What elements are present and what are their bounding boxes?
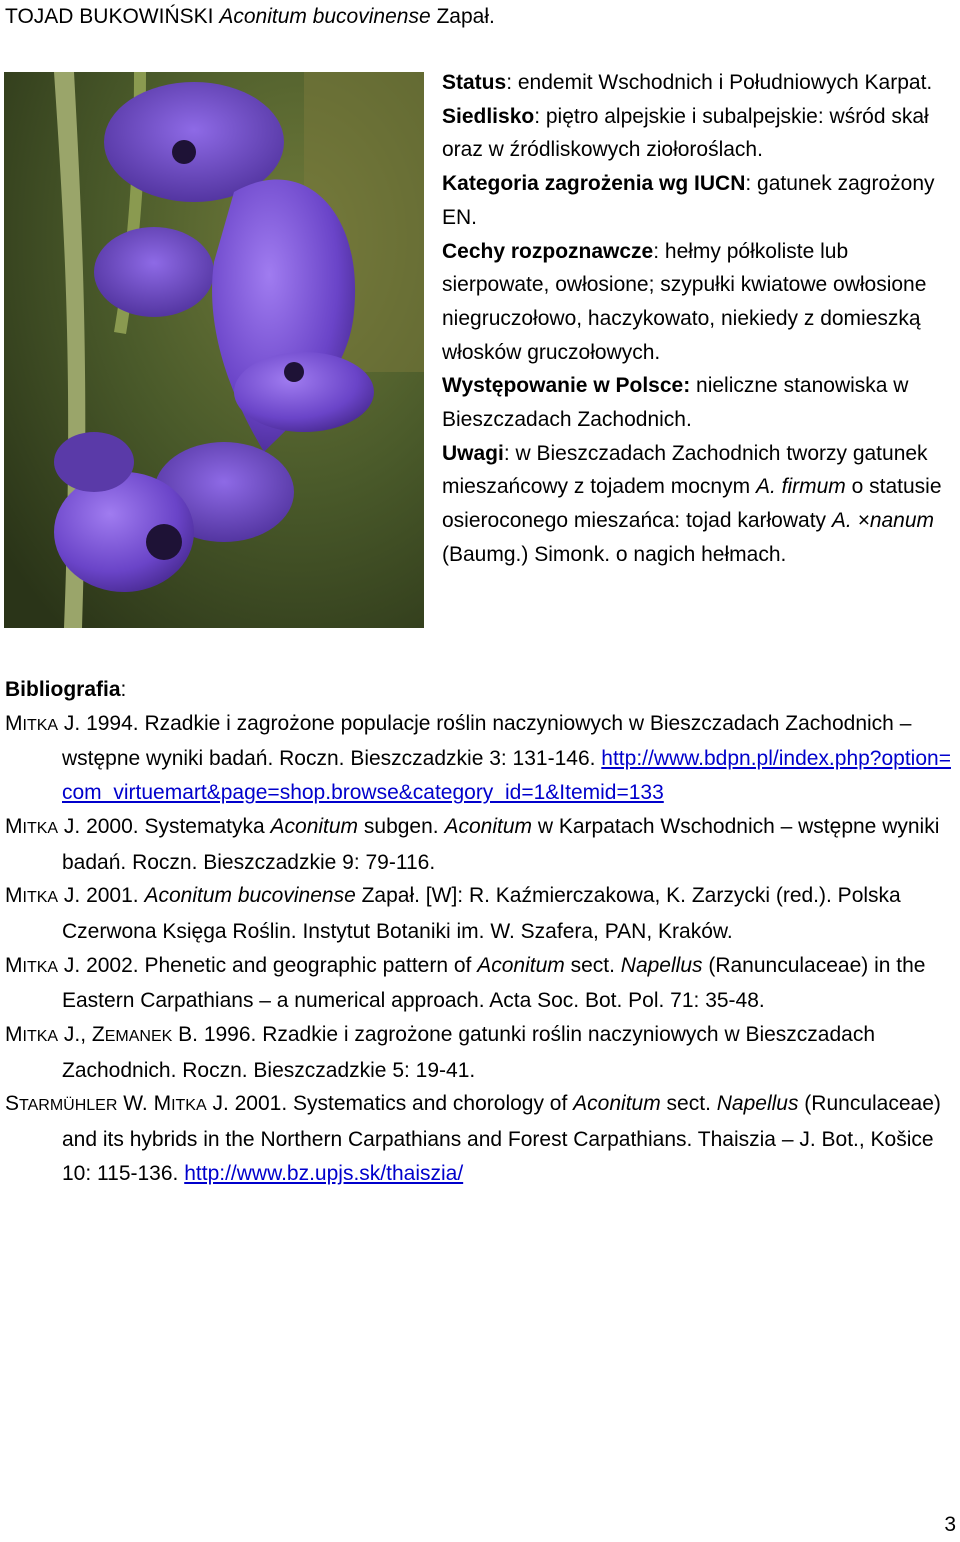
page-title: TOJAD BUKOWIŃSKI Aconitum bucovinense Zapał.: [5, 5, 495, 28]
habitat-paragraph: Siedlisko: piętro alpejskie i subalpejskie: wśród skał oraz w źródliskowych ziołoroślach.: [442, 104, 929, 162]
status-paragraph: Status: endemit Wschodnich i Południowych Karpat.: [442, 71, 933, 94]
latin-name: Aconitum bucovinense: [219, 5, 431, 28]
occurrence-paragraph: Występowanie w Polsce: nieliczne stanowiska w Bieszczadach Zachodnich.: [442, 374, 909, 432]
reference-item: MITKA J., ZEMANEK B. 1996. Rzadkie i zagrożone gatunki roślin naczyniowych w Bieszczadach Zachodnich. Roczn. Bieszczadzkie 5: 19-41.: [5, 1023, 876, 1082]
page-number: 3: [944, 1513, 956, 1536]
reference-item: MITKA J. 1994. Rzadkie i zagrożone populacje roślin naczyniowych w Bieszczadach Zachodnich – wstępne wyniki badań. Roczn. Bieszczadzkie 3: 131-146. http://www.bdpn.pl/index.php?option=com_virtuemart&page=shop.browse&category_id=1&Itemid=133: [5, 711, 951, 805]
reference-item: MITKA J. 2002. Phenetic and geographic pattern of Aconitum sect. Napellus (Ranunculaceae) in the Eastern Carpathians – a numerical approach. Acta Soc. Bot. Pol. 71: 35-48.: [5, 953, 926, 1013]
species-info: [442, 66, 960, 572]
features-paragraph: Cechy rozpoznawcze: hełmy półkoliste lub sierpowate, owłosione; szypułki kwiatowe owłosione niegruczołowo, haczykowato, niekiedy z domieszką włosków gruczołowych.: [442, 239, 927, 364]
reference-link[interactable]: http://www.bdpn.pl/index.php?option=com_virtuemart&page=shop.browse&category_id=1&Itemid=133: [62, 747, 951, 805]
reference-item: MITKA J. 2001. Aconitum bucovinense Zapał. [W]: R. Kaźmierczakowa, K. Zarzycki (red.). Polska Czerwona Księga Roślin. Instytut Botaniki im. W. Szafera, PAN, Kraków.: [5, 884, 901, 943]
flower-photo: [4, 72, 424, 628]
reference-link[interactable]: http://www.bz.upjs.sk/thaiszia/: [184, 1161, 464, 1185]
aconitum-flower-photo-icon: [4, 72, 424, 628]
notes-paragraph: Uwagi: w Bieszczadach Zachodnich tworzy gatunek mieszańcowy z tojadem mocnym A. firmum o statusie osieroconego mieszańca: tojad karłowaty A. ×nanum (Baumg.) Simonk. o nagich hełmach.: [442, 441, 942, 566]
bibliography: [5, 673, 960, 1191]
reference-item: STARMÜHLER W. MITKA J. 2001. Systematics and chorology of Aconitum sect. Napellus (Runculaceae) and its hybrids in the Northern Carpathians and Forest Carpathians. Thaiszia – J. Bot., Košice 10: 115-136. http://www.bz.upjs.sk/thaiszia/: [5, 1092, 941, 1185]
iucn-paragraph: Kategoria zagrożenia wg IUCN: gatunek zagrożony EN.: [442, 172, 935, 229]
reference-item: MITKA J. 2000. Systematyka Aconitum subgen. Aconitum w Karpatach Wschodnich – wstępne wyniki badań. Roczn. Bieszczadzkie 9: 79-116.: [5, 814, 940, 874]
bibliography-heading: Bibliografia:: [5, 678, 127, 701]
